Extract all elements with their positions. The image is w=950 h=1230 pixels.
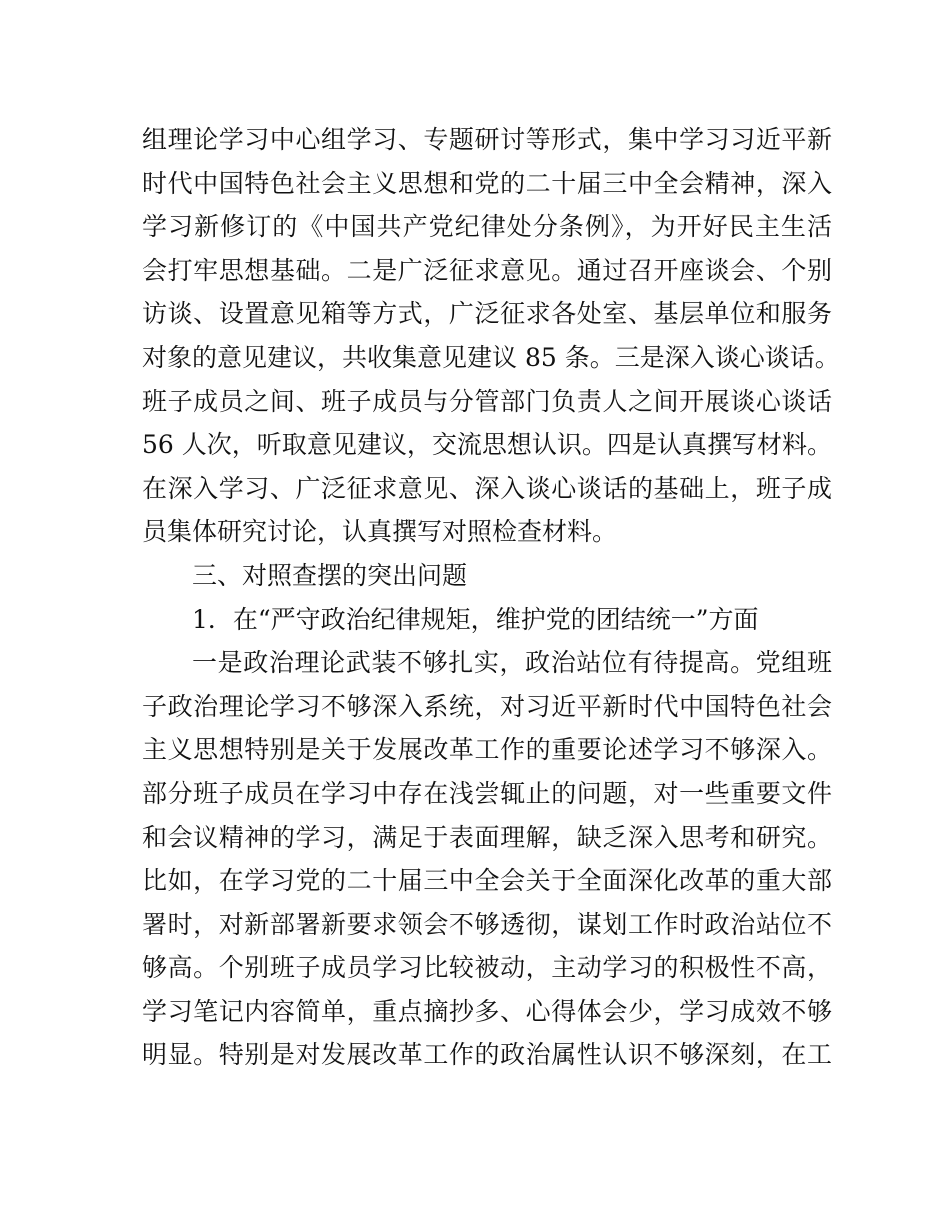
subsection-heading: 1．在“严守政治纪律规矩，维护党的团结统一”方面 <box>192 604 759 634</box>
text-line: 和会议精神的学习，满足于表面理解，缺乏深入思考和研究。 <box>142 822 832 852</box>
text-line: 56 人次，听取意见建议，交流思想认识。四是认真撰写材料。 <box>142 430 832 460</box>
text-line: 明显。特别是对发展改革工作的政治属性认识不够深刻，在工 <box>142 1040 832 1070</box>
text-line: 比如，在学习党的二十届三中全会关于全面深化改革的重大部 <box>142 866 832 896</box>
text-line: 部分班子成员在学习中存在浅尝辄止的问题，对一些重要文件 <box>142 778 832 808</box>
text-line: 组理论学习中心组学习、专题研讨等形式，集中学习习近平新 <box>142 125 832 154</box>
text-line: 够高。个别班子成员学习比较被动，主动学习的积极性不高， <box>142 953 832 983</box>
document-body <box>142 118 840 1077</box>
text-line: 会打牢思想基础。二是广泛征求意见。通过召开座谈会、个别 <box>142 255 832 285</box>
section-heading: 三、对照查摆的突出问题 <box>192 560 468 590</box>
text-line: 在深入学习、广泛征求意见、深入谈心谈话的基础上，班子成 <box>142 473 832 503</box>
text-line: 访谈、设置意见箱等方式，广泛征求各处室、基层单位和服务 <box>142 299 832 329</box>
text-line: 学习笔记内容简单，重点摘抄多、心得体会少，学习成效不够 <box>142 996 832 1026</box>
text-line: 员集体研究讨论，认真撰写对照检查材料。 <box>142 517 618 547</box>
text-line: 时代中国特色社会主义思想和党的二十届三中全会精神，深入 <box>142 168 832 198</box>
text-line: 对象的意见建议，共收集意见建议 85 条。三是深入谈心谈话。 <box>142 342 840 372</box>
text-line: 署时，对新部署新要求领会不够透彻，谋划工作时政治站位不 <box>142 909 832 939</box>
text-line: 班子成员之间、班子成员与分管部门负责人之间开展谈心谈话 <box>142 386 832 416</box>
text-line: 一是政治理论武装不够扎实，政治站位有待提高。党组班 <box>192 648 832 678</box>
text-line: 主义思想特别是关于发展改革工作的重要论述学习不够深入。 <box>142 735 832 765</box>
text-line: 子政治理论学习不够深入系统，对习近平新时代中国特色社会 <box>142 691 832 721</box>
text-line: 学习新修订的《中国共产党纪律处分条例》，为开好民主生活 <box>142 212 832 242</box>
